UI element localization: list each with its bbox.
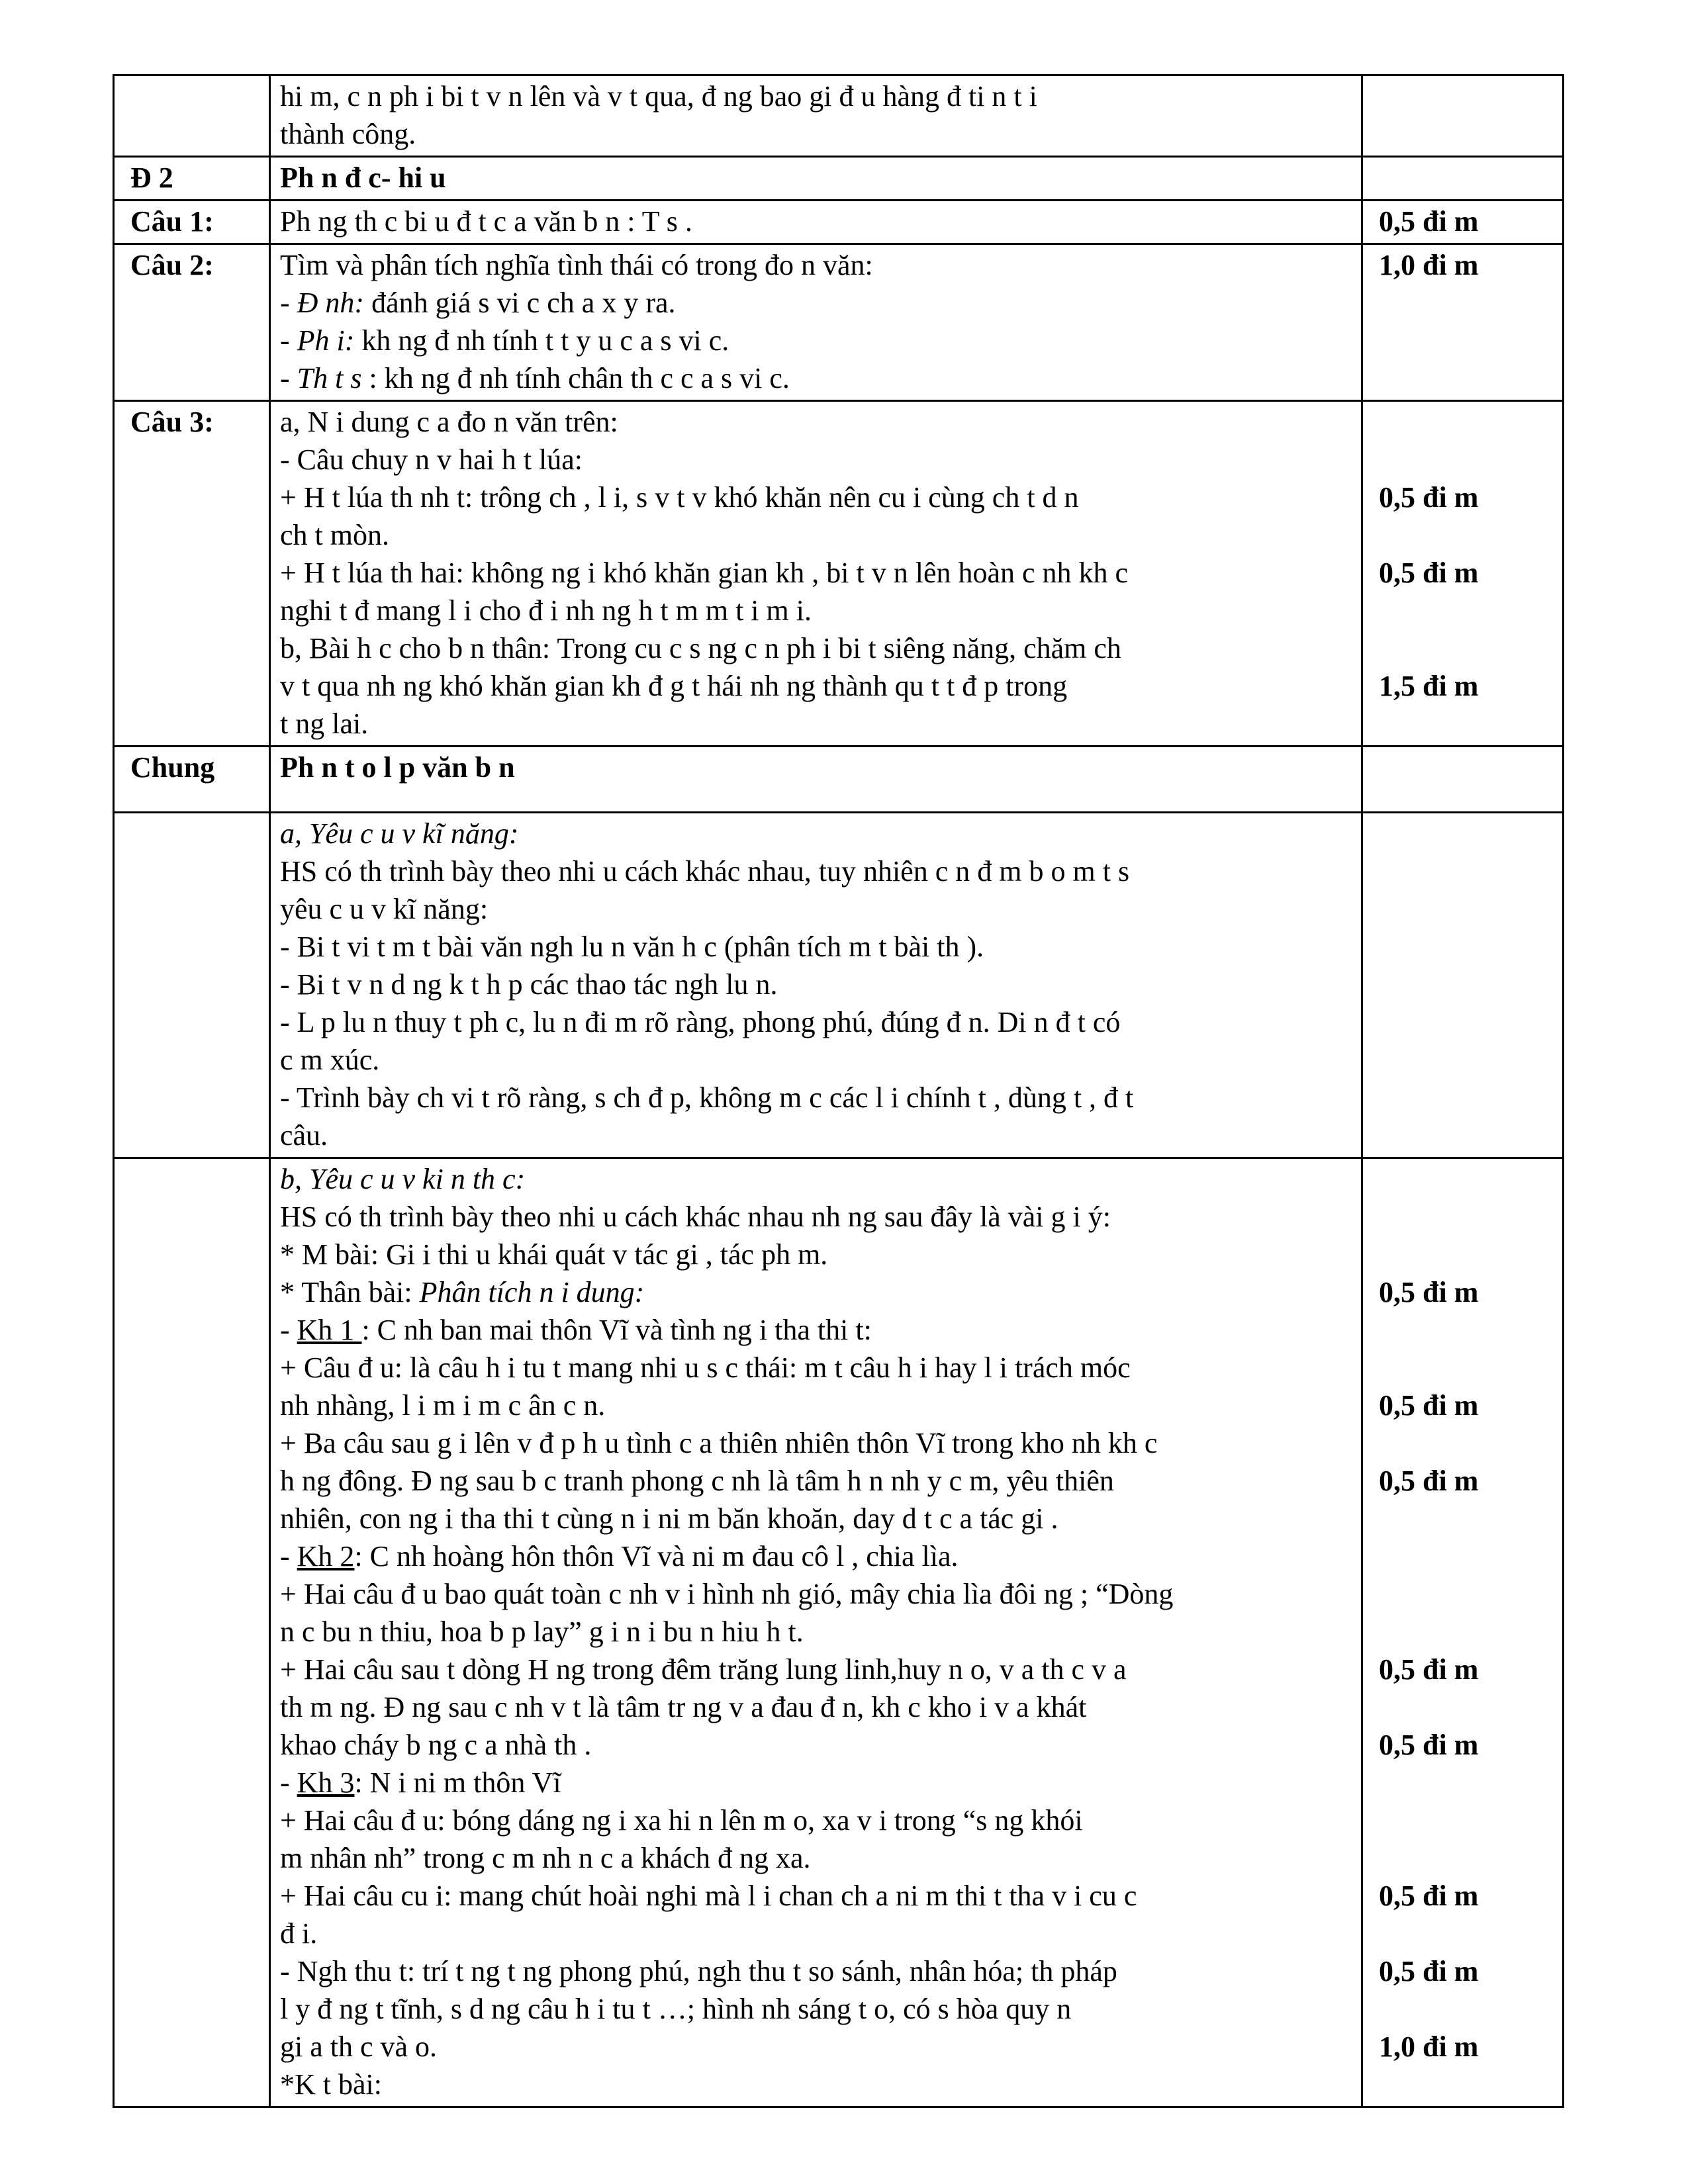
- text-line: t ng lai.: [280, 707, 369, 740]
- text-line: + Ba câu sau g i lên v đ p h u tình c a thiên nhiên thôn Vĩ trong kho nh kh c: [280, 1427, 1158, 1459]
- points-value: 0,5 đi m: [1379, 1465, 1479, 1497]
- points-value: 0,5 đi m: [1379, 1276, 1479, 1308]
- text-line: + Hai câu đ u: bóng dáng ng i xa hi n lên m o, xa v i trong “s ng khói: [280, 1804, 1083, 1837]
- text-line: nh nhàng, l i m i m c ân c n.: [280, 1389, 606, 1422]
- content-cell: [270, 244, 1362, 401]
- table-row: [114, 244, 1564, 401]
- text-line: m nhân nh” trong c m nh n c a khách đ ng xa.: [280, 1842, 811, 1874]
- text-line: h ng đông. Đ ng sau b c tranh phong c nh là tâm h n nh y c m, yêu thiên: [280, 1465, 1114, 1497]
- question-label: Câu 3:: [114, 401, 270, 747]
- content-cell: [270, 75, 1362, 157]
- points-value: 0,5 đi m: [1362, 201, 1564, 244]
- points-value: 1,0 đi m: [1362, 244, 1564, 401]
- text-line: gi a th c và o.: [280, 2030, 438, 2063]
- text-line: hi m, c n ph i bi t v n lên và v t qua, đ ng bao gi đ u hàng đ ti n t i: [280, 80, 1037, 113]
- text-line: yêu c u v kĩ năng:: [280, 893, 489, 925]
- points-cell: [1362, 75, 1564, 157]
- table-row: [114, 75, 1564, 157]
- text-line: v t qua nh ng khó khăn gian kh đ g t hái nh ng thành qu t t đ p trong: [280, 670, 1068, 702]
- points-value: 1,5 đi m: [1379, 670, 1479, 702]
- text-line: *K t bài:: [280, 2068, 382, 2101]
- text-line: + Câu đ u: là câu h i tu t mang nhi u s c thái: m t câu h i hay l i trách móc: [280, 1351, 1131, 1384]
- text-line: c m xúc.: [280, 1044, 380, 1076]
- text-line: nhiên, con ng i tha thi t cùng n i ni m băn khoăn, day d t c a tác gi .: [280, 1502, 1058, 1535]
- points-value: 0,5 đi m: [1379, 1729, 1479, 1761]
- text-line: - Bi t v n d ng k t h p các thao tác ngh lu n.: [280, 968, 778, 1001]
- table-row: [114, 201, 1564, 244]
- content-cell: [270, 401, 1362, 747]
- points-value: 0,5 đi m: [1379, 481, 1479, 514]
- list-item: - Đ nh: đánh giá s vi c ch a x y ra.: [280, 287, 676, 319]
- content-cell: [270, 1158, 1362, 2107]
- text-line: n c bu n thiu, hoa b p lay” g i n i bu n hiu h t.: [280, 1615, 804, 1648]
- text-line: + Hai câu sau t dòng H ng trong đêm trăng lung linh,huy n o, v a th c v a: [280, 1653, 1127, 1686]
- text-line: - Kh 2: C nh hoàng hôn thôn Vĩ và ni m đau cô l , chia lìa.: [280, 1540, 959, 1572]
- text-line: th m ng. Đ ng sau c nh v t là tâm tr ng v a đau đ n, kh c kho i v a khát: [280, 1691, 1087, 1723]
- section-heading: Ph n t o l p văn b n: [270, 747, 1362, 813]
- text-line: - Kh 1 : C nh ban mai thôn Vĩ và tình ng i tha thi t:: [280, 1314, 872, 1346]
- points-cell: [1362, 401, 1564, 747]
- points-cell: [1362, 157, 1564, 201]
- subsection-title: a, Yêu c u v kĩ năng:: [280, 817, 519, 850]
- question-label: Câu 2:: [114, 244, 270, 401]
- list-item: - Ph i: kh ng đ nh tính t t y u c a s vi c.: [280, 324, 729, 357]
- table-row: [114, 813, 1564, 1158]
- answer-text: Ph ng th c bi u đ t c a văn b n : T s .: [270, 201, 1362, 244]
- text-line: thành công.: [280, 118, 416, 150]
- text-line: * Thân bài: Phân tích n i dung:: [280, 1276, 645, 1308]
- points-cell: [1362, 747, 1564, 813]
- text-line: HS có th trình bày theo nhi u cách khác nhau, tuy nhiên c n đ m b o m t s: [280, 855, 1130, 887]
- text-line: + H t lúa th hai: không ng i khó khăn gian kh , bi t v n lên hoàn c nh kh c: [280, 557, 1129, 589]
- table-row: [114, 1158, 1564, 2107]
- text-line: + Hai câu cu i: mang chút hoài nghi mà l i chan ch a ni m thi t tha v i cu c: [280, 1880, 1137, 1912]
- label-cell: [114, 1158, 270, 2107]
- label-cell: [114, 75, 270, 157]
- text-line: + Hai câu đ u bao quát toàn c nh v i hình nh gió, mây chia lìa đôi ng ; “Dòng: [280, 1578, 1174, 1610]
- text-line: + H t lúa th nh t: trông ch , l i, s v t v khó khăn nên cu i cùng ch t d n: [280, 481, 1079, 514]
- text-line: * M bài: Gi i thi u khái quát v tác gi , tác ph m.: [280, 1238, 828, 1271]
- points-value: 0,5 đi m: [1379, 1653, 1479, 1686]
- section-label: Đ 2: [114, 157, 270, 201]
- table-row: [114, 401, 1564, 747]
- text-line: - L p lu n thuy t ph c, lu n đi m rõ ràng, phong phú, đúng đ n. Di n đ t có: [280, 1006, 1121, 1038]
- points-value: 0,5 đi m: [1379, 1880, 1479, 1912]
- points-value: 0,5 đi m: [1379, 1389, 1479, 1422]
- text-line: - Trình bày ch vi t rõ ràng, s ch đ p, không m c các l i chính t , dùng t , đ t: [280, 1081, 1134, 1114]
- text-line: câu.: [280, 1119, 328, 1152]
- text-line: đ i.: [280, 1917, 318, 1950]
- text-line: l y đ ng t tĩnh, s d ng câu h i tu t …; hình nh sáng t o, có s hòa quy n: [280, 1993, 1072, 2025]
- text-line: - Bi t vi t m t bài văn ngh lu n văn h c (phân tích m t bài th ).: [280, 931, 984, 963]
- section-label: Chung: [114, 747, 270, 813]
- text-line: khao cháy b ng c a nhà th .: [280, 1729, 592, 1761]
- label-cell: [114, 813, 270, 1158]
- text-line: - Câu chuy n v hai h t lúa:: [280, 443, 583, 476]
- points-value: 0,5 đi m: [1379, 557, 1479, 589]
- text-line: - Kh 3: N i ni m thôn Vĩ: [280, 1766, 561, 1799]
- answer-key-table: [113, 74, 1564, 2108]
- text-line: - Ngh thu t: trí t ng t ng phong phú, ngh thu t so sánh, nhân hóa; th pháp: [280, 1955, 1117, 1987]
- text-line: a, N i dung c a đo n văn trên:: [280, 406, 618, 438]
- points-cell: [1362, 813, 1564, 1158]
- section-heading: Ph n đ c- hi u: [270, 157, 1362, 201]
- text-line: ch t mòn.: [280, 519, 389, 551]
- points-value: 0,5 đi m: [1379, 1955, 1479, 1987]
- text-line: Tìm và phân tích nghĩa tình thái có trong đo n văn:: [280, 249, 873, 281]
- list-item: - Th t s : kh ng đ nh tính chân th c c a s vi c.: [280, 362, 790, 394]
- text-line: HS có th trình bày theo nhi u cách khác nhau nh ng sau đây là vài g i ý:: [280, 1201, 1111, 1233]
- points-value: 1,0 đi m: [1379, 2030, 1479, 2063]
- subsection-title: b, Yêu c u v ki n th c:: [280, 1163, 526, 1195]
- content-cell: [270, 813, 1362, 1158]
- table-row: [114, 747, 1564, 813]
- table-row: [114, 157, 1564, 201]
- points-cell: [1362, 1158, 1564, 2107]
- text-line: b, Bài h c cho b n thân: Trong cu c s ng c n ph i bi t siêng năng, chăm ch: [280, 632, 1121, 664]
- question-label: Câu 1:: [114, 201, 270, 244]
- text-line: nghi t đ mang l i cho đ i nh ng h t m m t i m i.: [280, 594, 812, 627]
